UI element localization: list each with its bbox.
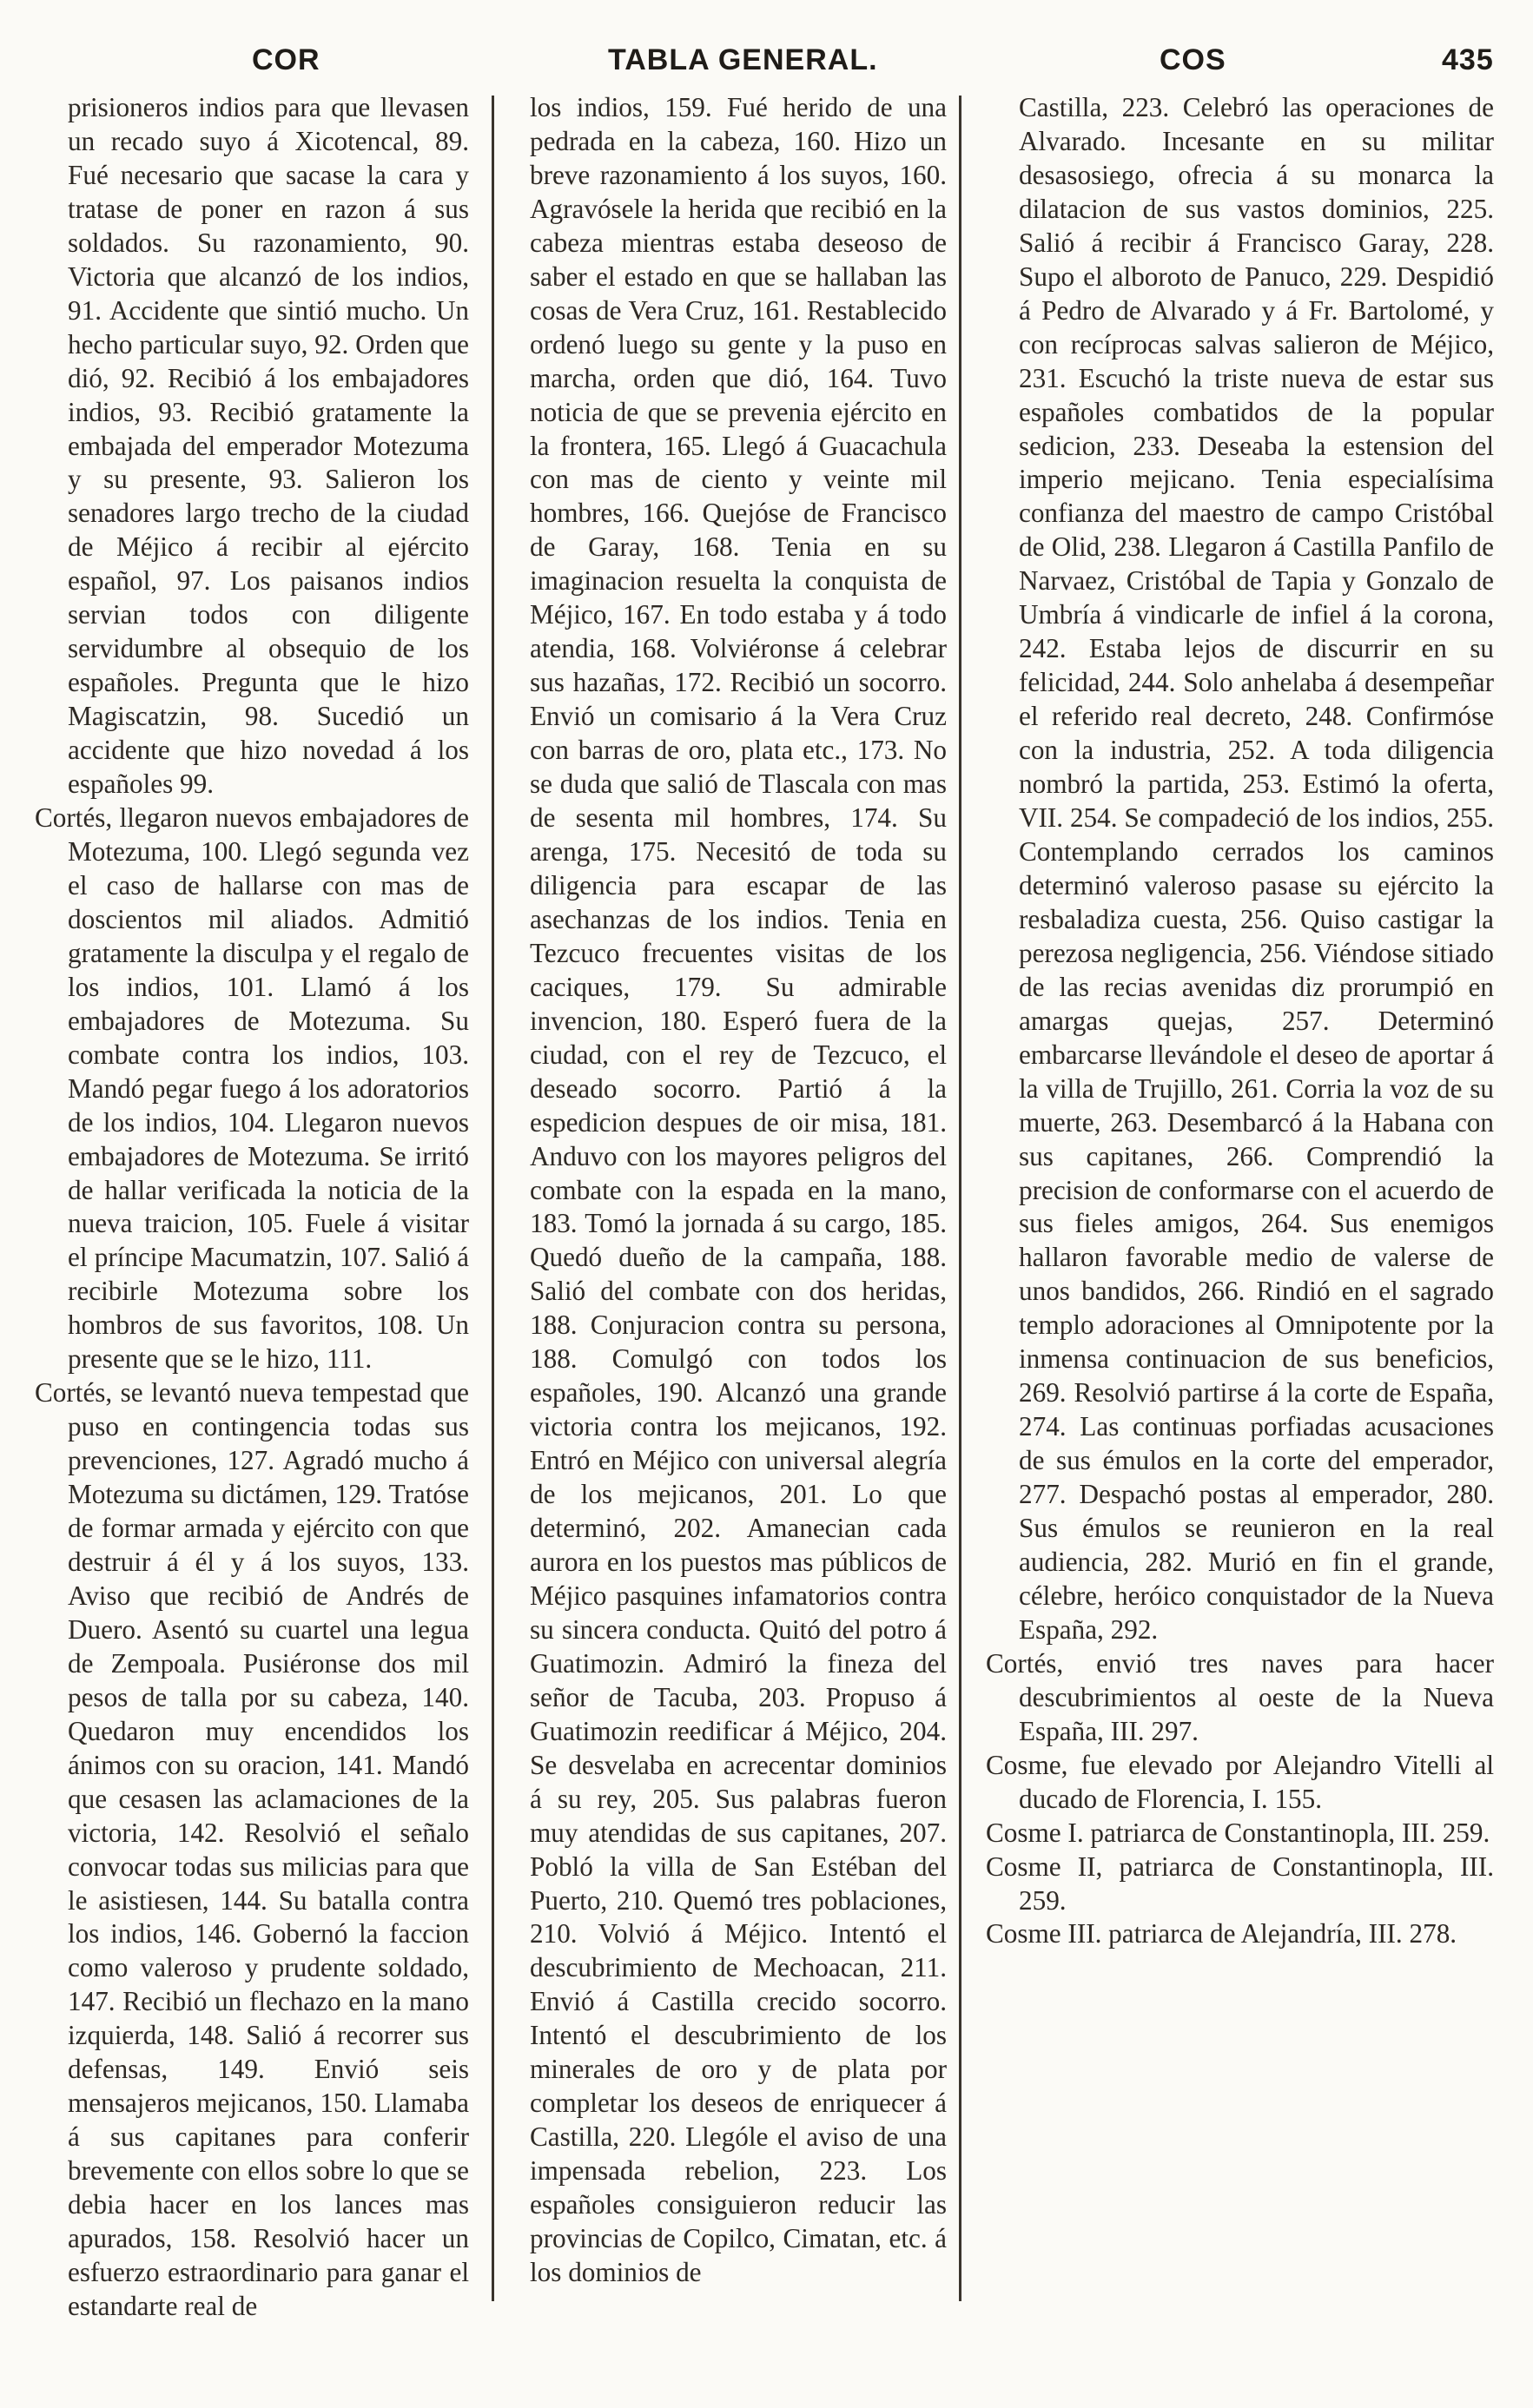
page-number: 435	[1442, 43, 1494, 76]
index-column-middle	[530, 91, 947, 2290]
header-right-word: COS	[1160, 43, 1226, 76]
index-entry: Cosme II, patriarca de Constantinopla, III. 259.	[986, 1851, 1494, 1916]
running-header	[0, 43, 1533, 96]
index-entry: Cosme I. patriarca de Constantinopla, III. 259.	[986, 1817, 1490, 1848]
index-entry: Castilla, 223. Celebró las operaciones de Alvarado. Incesante en su militar desasosiego, ofrecia á su monarca la dilatacion de sus vastos dominios, 225. Salió á recibir á Francisco Garay, 228. Supo el alboroto de Panuco, 229. Despidió á Pedro de Alvarado y á Fr. Bartolomé, y con recíprocas salvas salieron de Méjico, 231. Escuchó la triste nueva de estar sus españoles combatidos de la popular sedicion, 233. Deseaba la estension del imperio mejicano. Tenia especialísima confianza del maestro de campo Cristóbal de Olid, 238. Llegaron á Castilla Panfilo de Narvaez, Cristóbal de Tapia y Gonzalo de Umbría á vindicarle de infiel á la corona, 242. Estaba lejos de discurrir en su felicidad, 244. Solo anhelaba á desempeñar el referido real decreto, 248. Confirmóse con la industria, 252. A toda diligencia nombró la partida, 253. Estimó la oferta, VII. 254. Se compadeció de los indios, 255. Contemplando cerrados los caminos determinó valeroso pasase su ejército la resbaladiza cuesta, 256. Quiso castigar la perezosa negligencia, 256. Viéndose sitiado de las recias avenidas diz prorumpió en amargas quejas, 257. Determinó embarcarse llevándole el deseo de aportar á la villa de Trujillo, 261. Corria la voz de su muerte, 263. Desembarcó á la Habana con sus capitanes, 266. Comprendió la precision de conformarse con el acuerdo de sus fieles amigos, 264. Sus enemigos hallaron favorable medio de valerse de unos bandidos, 266. Rindió en el sagrado templo adoraciones al Omnipotente por la inmensa continuacion de sus beneficios, 269. Resolvió partirse á la corte de España, 274. Las continuas porfiadas acusaciones de sus émulos en la corte del emperador, 277. Despachó postas al emperador, 280. Sus émulos se reunieron en la real audiencia, 282. Murió en fin el grande, célebre, heróico conquistador de la Nueva España, 292.	[1019, 92, 1494, 1645]
index-entry: Cortés, envió tres naves para hacer descubrimientos al oeste de la Nueva España, III. 297.	[986, 1647, 1494, 1746]
index-entry: Cosme, fue elevado por Alejandro Vitelli al ducado de Florencia, I. 155.	[986, 1749, 1494, 1814]
header-title: TABLA GENERAL.	[608, 43, 878, 76]
index-column-right	[986, 91, 1494, 1951]
index-entry: Cosme III. patriarca de Alejandría, III. 278.	[986, 1918, 1457, 1949]
header-left-word: COR	[252, 43, 320, 76]
index-entry: Cortés, se levantó nueva tempestad que puso en contingencia todas sus prevenciones, 127. Agradó mucho á Motezuma su dictámen, 129. Tratóse de formar armada y ejército con que destruir á él y á los suyos, 133. Aviso que recibió de Andrés de Duero. Asentó su cuartel una legua de Zempoala. Pusiéronse dos mil pesos de talla por su cabeza, 140. Quedaron muy encendidos los ánimos con su oracion, 141. Mandó que cesasen las aclamaciones de la victoria, 142. Resolvió el señalo convocar todas sus milicias para que le asistiesen, 144. Su batalla contra los indios, 146. Gobernó la faccion como valeroso y prudente soldado, 147. Recibió un flechazo en la mano izquierda, 148. Salió á recorrer sus defensas, 149. Envió seis mensajeros mejicanos, 150. Llamaba á sus capitanes para conferir brevemente con ellos sobre lo que se debia hacer en los lances mas apurados, 158. Resolvió hacer un esfuerzo estraordinario para ganar el estandarte real de	[35, 1377, 469, 2321]
index-entry: prisioneros indios para que llevasen un recado suyo á Xicotencal, 89. Fué necesario que sacase la cara y tratase de poner en razon á sus soldados. Su razonamiento, 90. Victoria que alcanzó de los indios, 91. Accidente que sintió mucho. Un hecho particular suyo, 92. Orden que dió, 92. Recibió á los embajadores indios, 93. Recibió gratamente la embajada del emperador Motezuma y su presente, 93. Salieron los senadores largo trecho de la ciudad de Méjico á recibir al ejército español, 97. Los paisanos indios servian todos con diligente servidumbre al obsequio de los españoles. Pregunta que le hizo Magiscatzin, 98. Sucedió un accidente que hizo novedad á los españoles 99.	[68, 92, 469, 800]
column-divider-left	[492, 96, 494, 2301]
column-divider-right	[959, 96, 961, 2301]
index-column-left	[35, 91, 469, 2324]
index-entry: Cortés, llegaron nuevos embajadores de Motezuma, 100. Llegó segunda vez el caso de hallarse con mas de doscientos mil aliados. Admitió gratamente la disculpa y el regalo de los indios, 101. Llamó á los embajadores de Motezuma. Su combate contra los indios, 103. Mandó pegar fuego á los adoratorios de los indios, 104. Llegaron nuevos embajadores de Motezuma. Se irritó de hallar verificada la noticia de la nueva traicion, 105. Fuele á visitar el príncipe Macumatzin, 107. Salió á recibirle Motezuma sobre los hombros de sus favoritos, 108. Un presente que se le hizo, 111.	[35, 802, 469, 1375]
index-entry: los indios, 159. Fué herido de una pedrada en la cabeza, 160. Hizo un breve razonamiento á los suyos, 160. Agravósele la herida que recibió en la cabeza mientras estaba deseoso de saber el estado en que se hallaban las cosas de Vera Cruz, 161. Restablecido ordenó luego su gente y la puso en marcha, orden que dió, 164. Tuvo noticia de que se prevenia ejército en la frontera, 165. Llegó á Guacachula con mas de ciento y veinte mil hombres, 166. Quejóse de Francisco de Garay, 168. Tenia en su imaginacion resuelta la conquista de Méjico, 167. En todo estaba y á todo atendia, 168. Volviéronse á celebrar sus hazañas, 172. Recibió un socorro. Envió un comisario á la Vera Cruz con barras de oro, plata etc., 173. No se duda que salió de Tlascala con mas de sesenta mil hombres, 174. Su arenga, 175. Necesitó de toda su diligencia para escapar de las asechanzas de los indios. Tenia en Tezcuco frecuentes visitas de los caciques, 179. Su admirable invencion, 180. Esperó fuera de la ciudad, con el rey de Tezcuco, el deseado socorro. Partió á la espedicion despues de oir misa, 181. Anduvo con los mayores peligros del combate con la espada en la mano, 183. Tomó la jornada á su cargo, 185. Quedó dueño de la campaña, 188. Salió del combate con dos heridas, 188. Conjuracion contra su persona, 188. Comulgó con todos los españoles, 190. Alcanzó una grande victoria contra los mejicanos, 192. Entró en Méjico con universal alegría de los mejicanos, 201. Lo que determinó, 202. Amanecian cada aurora en los puestos mas públicos de Méjico pasquines infamatorios contra su sincera conducta. Quitó del potro á Guatimozin. Admiró la fineza del señor de Tacuba, 203. Propuso á Guatimozin reedificar á Méjico, 204. Se desvelaba en acrecentar dominios á su rey, 205. Sus palabras fueron muy atendidas de sus capitanes, 207. Pobló la villa de San Estéban del Puerto, 210. Quemó tres poblaciones, 210. Volvió á Méjico. Intentó el descubrimiento de Mechoacan, 211. Envió á Castilla crecido socorro. Intentó el descubrimiento de los minerales de oro y de plata por completar los deseos de enriquecer á Castilla, 220. Llególe el aviso de una impensada rebelion, 223. Los españoles consiguieron reducir las provincias de Copilco, Cimatan, etc. á los dominios de	[530, 92, 947, 2287]
